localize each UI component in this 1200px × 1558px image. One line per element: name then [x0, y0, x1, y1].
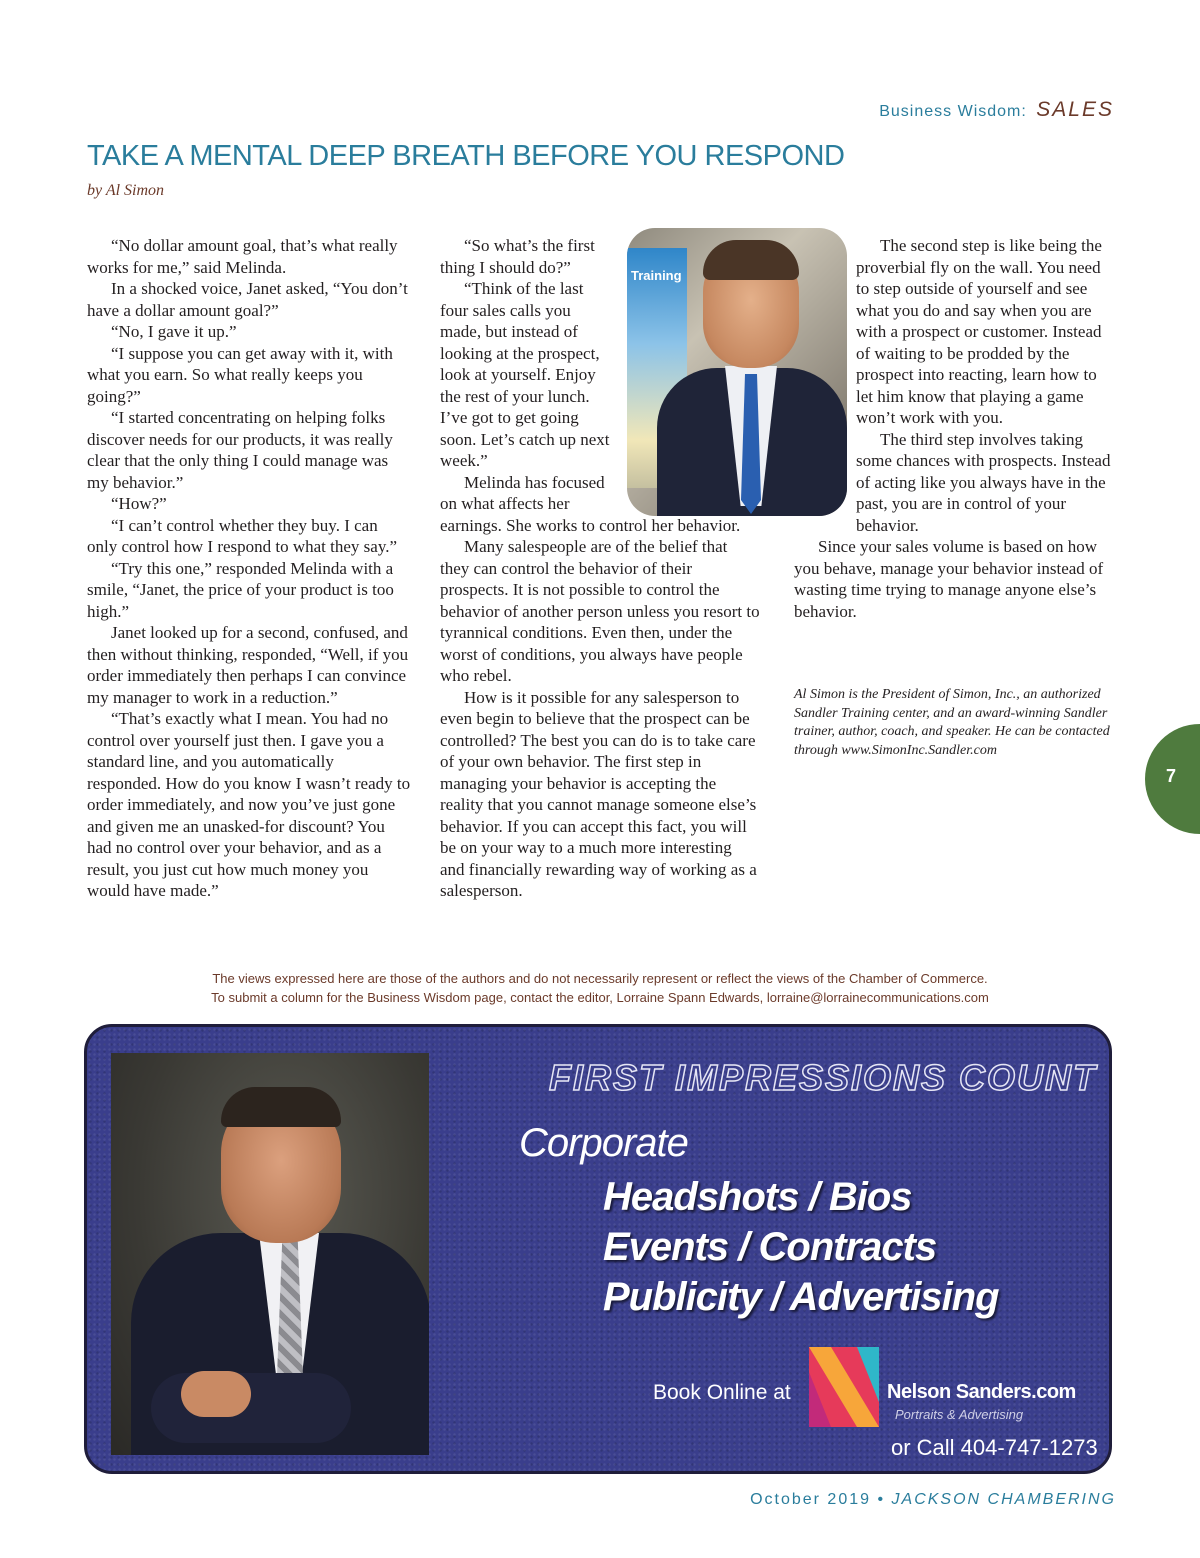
- ad-tagline: Portraits & Advertising: [895, 1407, 1024, 1422]
- hair-shape: [703, 240, 799, 280]
- paragraph: In a shocked voice, Janet asked, “You don’t have a dollar amount goal?”: [87, 279, 408, 320]
- paragraph: Since your sales volume is based on how you behave, manage your behavior instead of wasting time trying to manage anyone else’s behavior.: [794, 537, 1104, 621]
- hair-shape: [221, 1087, 341, 1127]
- disclaimer-line-2: To submit a column for the Business Wisdom page, contact the editor, Lorraine Spann Edwards, lorraine@lorrainecommunications.com: [211, 990, 989, 1005]
- paragraph: Janet looked up for a second, confused, and then without thinking, responded, “Well, if you order immediately then perhaps I can convince my manager to work in a reduction.”: [87, 623, 409, 707]
- hand-shape: [181, 1371, 251, 1417]
- paragraph: “So what’s the first thing I should do?”: [440, 236, 595, 277]
- article-column-1: [87, 235, 412, 902]
- page-number: 7: [1166, 766, 1177, 786]
- paragraph: “How?”: [111, 494, 167, 513]
- arm-shape: [151, 1373, 351, 1443]
- advertisement[interactable]: [84, 1024, 1112, 1474]
- paragraph: “I can’t control whether they buy. I can only control how I respond to what they say.”: [87, 515, 398, 556]
- footer-publication: JACKSON CHAMBERING: [891, 1491, 1116, 1508]
- section-label: Business Wisdom:: [879, 103, 1027, 120]
- section-sublabel: SALES: [1036, 98, 1114, 121]
- article-byline: by Al Simon: [87, 182, 165, 199]
- paragraph: “No, I gave it up.”: [111, 322, 237, 341]
- paragraph: The second step is like being the proverbial fly on the wall. You need to step outside of yourself and see what you do and say when you are with a prospect or customer. Instead of waiting to be prodded by the prospect into reacting, learn how to let him know that playing a game won’t work with you.: [856, 236, 1102, 427]
- paragraph: How is it possible for any salesperson to even begin to believe that the prospect can be controlled? The best you can do is to take care of your own behavior. The first step in managing your behavior is accepting the reality that you cannot manage someone else’s behavior. If you can accept this fact, you will be on your way to a much more interesting and financially rewarding way of working as a salesperson.: [440, 687, 757, 900]
- footer-date: October 2019: [750, 1491, 872, 1508]
- disclaimer-line-1: The views expressed here are those of the authors and do not necessarily represent or reflect the views of the Chamber of Commerce.: [212, 971, 988, 986]
- paragraph: “Think of the last four sales calls you made, but instead of looking at the prospect, look at yourself. Enjoy the rest of your lunch. I’ve got to get going soon. Let’s catch up next week.”: [440, 279, 610, 470]
- ad-service-2: Events / Contracts: [603, 1225, 937, 1269]
- paragraph: “That’s exactly what I mean. You had no control over yourself just then. I gave you a standard line, and you automatically responded. How do you know I wasn’t ready to order immediately, and now you’ve just gone and given me an unasked-for discount? You had no control over your behavior, and as a result, you just cut how much money you would have made.”: [87, 709, 411, 900]
- ad-service-3: Publicity / Advertising: [603, 1275, 999, 1319]
- nelson-sanders-logo-icon: [809, 1347, 879, 1427]
- author-bio: Al Simon is the President of Simon, Inc., an authorized Sandler Training center, and an award-winning Sandler trainer, author, coach, and speaker. He can be contacted through www.SimonInc.Sandler.com: [794, 687, 1110, 758]
- section-header: [879, 98, 1114, 122]
- article-title: TAKE A MENTAL DEEP BREATH BEFORE YOU RESPOND: [87, 140, 845, 172]
- photo-spacer: [794, 235, 856, 533]
- ad-service-1: Headshots / Bios: [603, 1175, 912, 1219]
- footer-separator: •: [877, 1491, 886, 1508]
- paragraph: The third step involves taking some chances with prospects. Instead of acting like you always have in the past, you are in control of your behavior.: [856, 429, 1111, 535]
- paragraph: “No dollar amount goal, that’s what really works for me,” said Melinda.: [87, 236, 398, 277]
- ad-photo: [111, 1053, 429, 1455]
- ad-phone[interactable]: or Call 404-747-1273: [891, 1435, 1098, 1460]
- disclaimer: [0, 969, 1200, 1007]
- paragraph: Melinda has focused on what affects her earnings. She works to control her behavior.: [440, 472, 741, 535]
- page-footer: [750, 1491, 1116, 1509]
- ad-headline: FIRST IMPRESSIONS COUNT: [548, 1057, 1097, 1098]
- paragraph: “I started concentrating on helping folks discover needs for our products, it was really clear that the only thing I could manage was my behavior.”: [87, 408, 393, 492]
- ad-brand-link[interactable]: Nelson Sanders.com: [887, 1381, 1076, 1403]
- article-column-3: [794, 235, 1116, 622]
- paragraph: “Try this one,” responded Melinda with a smile, “Janet, the price of your product is too high.”: [87, 558, 394, 621]
- ad-corporate: Corporate: [519, 1121, 688, 1165]
- training-banner-text: Training: [631, 268, 682, 283]
- paragraph: “I suppose you can get away with it, with what you earn. So what really keeps you going?”: [87, 343, 393, 406]
- paragraph: Many salespeople are of the belief that they can control the behavior of their prospects. It is not possible to control the behavior of another person unless you resort to tyrannical conditions. Even then, under the worst of conditions, you always have people who rebel.: [440, 537, 760, 685]
- ad-book-online: Book Online at: [653, 1381, 791, 1404]
